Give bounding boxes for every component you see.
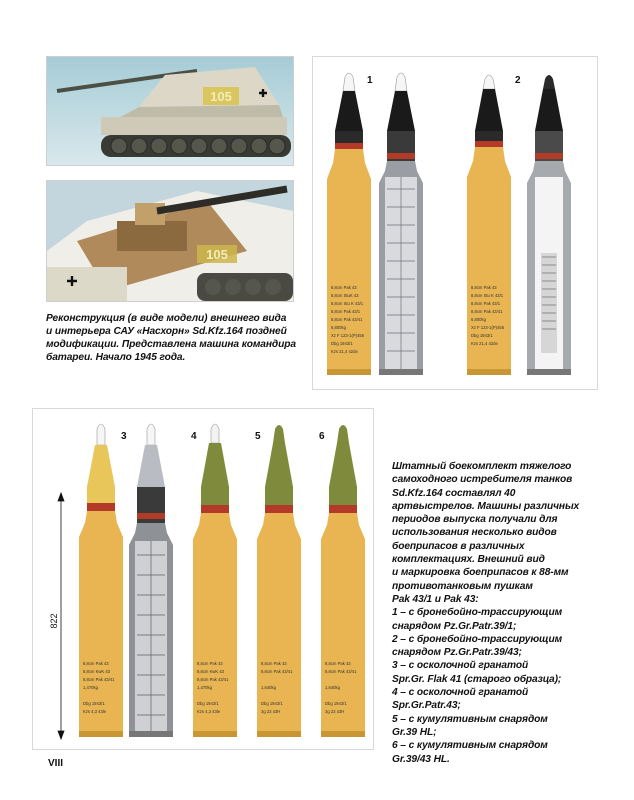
- shell-3-marking: 8,8cm Pak 43/41: [83, 677, 115, 682]
- shell-2-marking: 6,800kg: [471, 317, 486, 322]
- description-line: использования несколько видов: [392, 527, 557, 539]
- description-line: 1 – с бронебойно-трассирующим: [392, 607, 563, 619]
- caption-line: батареи. Начало 1945 года.: [46, 352, 186, 363]
- description-line: Gr.39 HL;: [392, 726, 437, 738]
- shell-number-2: 2: [515, 75, 521, 86]
- shell-3-marking: Kzs 4,3 43le: [83, 709, 107, 714]
- description-line: снарядом Pz.Gr.Patr.39/43;: [392, 647, 522, 659]
- shell-1-marking: 8,8cm Pak 43: [331, 285, 357, 290]
- shell-2-marking: 8,8cm Stu K 43/1: [471, 293, 504, 298]
- shell-1-marking: Xz F 123-1(P)456: [331, 333, 365, 338]
- shell-2-marking: Dbg 1943/1: [471, 333, 493, 338]
- description-line: снарядом Pz.Gr.Patr.39/1;: [392, 620, 517, 632]
- shell-4-marking: Kzs 4,3 43le: [197, 709, 221, 714]
- shell-1-marking: 8,8cm StuK 43: [331, 293, 359, 298]
- shell-2-marking: 8,8cm Pak 43: [471, 285, 497, 290]
- description-line: Spr.Gr. Flak 41 (старого образца);: [392, 673, 562, 685]
- description-line: Штатный боекомплект тяжелого: [392, 461, 572, 472]
- shell-3-cutaway: [129, 424, 173, 737]
- shell-2-exterior: [467, 75, 511, 375]
- photo-interior-model: [46, 180, 294, 302]
- shell-4-marking: Dbg 1943/1: [197, 701, 219, 706]
- description-line: боеприпасов в различных: [392, 540, 525, 552]
- shell-5-marking: Dbg 1943/1: [261, 701, 283, 706]
- description-line: 3 – с осколочной гранатой: [392, 660, 529, 672]
- shell-1-exterior: [327, 73, 371, 375]
- shell-1-marking: Dbg 1943/1: [331, 341, 353, 346]
- shells-panel-bottom: [32, 408, 374, 750]
- shell-1-marking: 6,800kg: [331, 325, 346, 330]
- shell-4-marking: 8,8cm KwK 43: [197, 669, 224, 674]
- shell-1-marking: 8,8cm Pak 43/41: [331, 317, 363, 322]
- caption-line: Реконструкция (в виде модели) внешнего вида: [46, 313, 287, 324]
- shell-number-5: 5: [255, 431, 261, 442]
- photo-caption: [46, 312, 298, 364]
- length-dimension-label: 822: [49, 613, 59, 629]
- description-line: комплектациях. Внешний вид: [392, 554, 545, 566]
- shell-3-marking: 8,8cm Pak 43: [83, 661, 109, 666]
- shell-3-marking: 8,8cm KwK 43: [83, 669, 110, 674]
- shell-number-6: 6: [319, 431, 325, 442]
- shell-number-1: 1: [367, 75, 373, 86]
- shell-3-exterior: [79, 424, 123, 737]
- shell-3-marking: 1,470kg: [83, 685, 98, 690]
- shell-2-marking: Xz F 123-1(P)456: [471, 325, 505, 330]
- shell-1-marking: 8,8cm Stu K 43/1: [331, 301, 364, 306]
- description-line: самоходного истребителя танков: [392, 474, 573, 486]
- description-line: Gr.39/43 HL.: [392, 753, 450, 765]
- shell-2-marking: 8,8cm Pak 43/1: [471, 301, 501, 306]
- shell-6-marking: 1,640kg: [325, 685, 340, 690]
- shell-1-marking: 8,8cm Pak 43/1: [331, 309, 361, 314]
- shell-4: [193, 424, 237, 737]
- shell-4-marking: 8,8cm Pak 43/41: [197, 677, 229, 682]
- description-line: 2 – с бронебойно-трассирующим: [392, 633, 563, 645]
- shell-1-cutaway: [379, 73, 423, 375]
- shell-1-marking: Kzs 21,4 42de: [331, 349, 358, 354]
- description-line: 6 – с кумулятивным снарядом: [392, 740, 548, 752]
- shell-6-marking: 3g 23 43H: [325, 709, 345, 714]
- description-line: периодов выпуска получали для: [392, 514, 558, 526]
- shell-6-marking: 8,8cm Pak 43/41: [325, 669, 357, 674]
- shell-number-4: 4: [191, 431, 197, 442]
- photo-exterior-model: [46, 56, 294, 166]
- description-line: 4 – с осколочной гранатой: [392, 687, 529, 699]
- shell-4-marking: 8,8cm Pak 43: [197, 661, 223, 666]
- page-number: VIII: [48, 758, 64, 769]
- shell-6-marking: 8,8cm Pak 43: [325, 661, 351, 666]
- description-line: противотанковым пушкам: [392, 580, 533, 592]
- shell-5-marking: 8,8cm Pak 43/41: [261, 669, 293, 674]
- description-line: Sd.Kfz.164 составлял 40: [392, 487, 516, 499]
- shell-4-marking: 1,470kg: [197, 685, 212, 690]
- ammunition-description: [392, 460, 592, 766]
- shell-5: [257, 425, 301, 737]
- shell-5-marking: 8,8cm Pak 43: [261, 661, 287, 666]
- shell-6: [321, 425, 365, 737]
- description-line: Pak 43/1 и Pak 43:: [392, 593, 479, 605]
- shell-2-cutaway: [527, 75, 571, 375]
- description-line: и маркировка боеприпасов к 88-мм: [392, 567, 569, 579]
- shell-5-marking: 3g 23 43H: [261, 709, 281, 714]
- shell-3-marking: Dbg 1943/1: [83, 701, 105, 706]
- description-line: артвыстрелов. Машины различных: [392, 500, 580, 512]
- description-line: Spr.Gr.Patr.43;: [392, 700, 461, 712]
- vehicle-number-marking-2: 105: [206, 247, 228, 262]
- vehicle-number-marking: 105: [210, 89, 232, 104]
- shell-number-3: 3: [121, 431, 127, 442]
- shell-2-marking: 8,8cm Pak 43/41: [471, 309, 503, 314]
- description-line: 5 – с кумулятивным снарядом: [392, 713, 548, 725]
- shell-2-marking: Kzs 21,4 42de: [471, 341, 498, 346]
- shell-5-marking: 1,640kg: [261, 685, 276, 690]
- caption-line: модификации. Представлена машина командира: [46, 339, 296, 350]
- shells-panel-top: [312, 56, 598, 390]
- shell-6-marking: Dbg 1943/1: [325, 701, 347, 706]
- caption-line: и интерьера САУ «Насхорн» Sd.Kfz.164 поздней: [46, 326, 287, 337]
